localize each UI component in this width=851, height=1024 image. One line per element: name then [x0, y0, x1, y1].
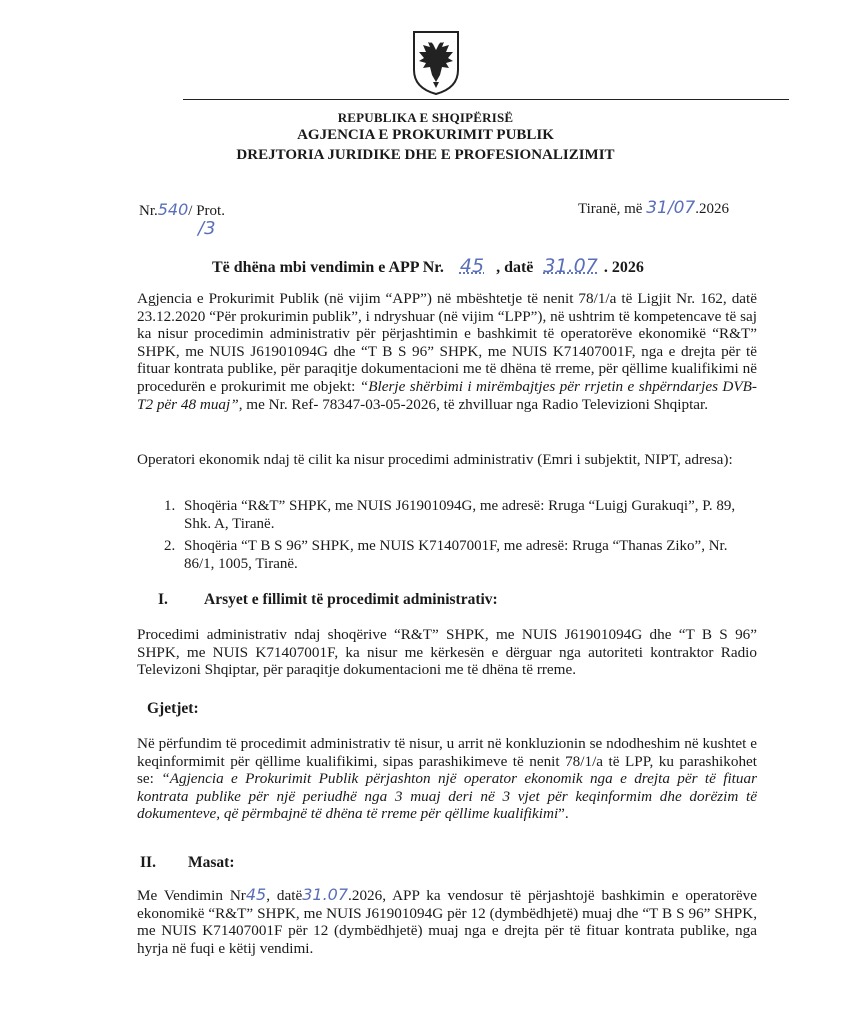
operator-intro: Operatori ekonomik ndaj të cilit ka nisur procedimi administrativ (Emri i subjektit, NIPT, adresa):	[137, 451, 733, 468]
findings-text-end: ”.	[558, 805, 569, 823]
protocol-suffix: / Prot.	[188, 203, 225, 219]
procurement-object: “Blerje shërbimi i mirëmbajtjes për rrjetin e shpërndarjes DVB-T2 për 48 muaj”	[137, 377, 757, 413]
findings-paragraph	[137, 735, 757, 823]
section-heading-reasons	[158, 591, 498, 609]
title-year: . 2026	[603, 259, 644, 276]
findings-text: Në përfundim të procedimit administrativ të nisur, u arrit në konkluzionin se ndodheshim në kushtet e keqinformimit për qëllime kualifikimi, sipas parashikimeve të nenit 78/1/a të LPP, ku parashikohet se:	[137, 735, 757, 788]
intro-text-end: , me Nr. Ref- 78347-03-05-2026, të zhvilluar nga Radio Televizioni Shqiptar.	[238, 395, 709, 413]
header-republic: REPUBLIKA E SHQIPËRISË	[337, 110, 514, 125]
legal-quote: “Agjencia e Prokurimit Publik përjashton një operator ekonomik nga e drejta për të fituar kontrata publike për një periudhë nga 3 muaj deri në 3 vjet për keqinformim dhe dorëzim të dokumenteve, që përmbajnë të dhëna të rreme për qëllime kualifikimi	[137, 770, 757, 823]
protocol-prefix: Nr.	[139, 203, 158, 219]
section-title: Arsyet e fillimit të procedimit administrativ:	[204, 591, 498, 608]
measures-text-end: .2026, APP ka vendosur të përjashtojë bashkimin e operatorëve ekonomikë “R&T” SHPK, me NUIS J61901094G për 12 (dymbëdhjetë) muaj dhe “T B S 96” SHPK, me NUIS K71407001F për 12 (dymbëdhjetë) muaj nga e drejta për të fituar kontrata publike, nga hyrja në fuqi e këtij vendimi.	[137, 887, 757, 957]
date-year: .2026	[695, 201, 729, 217]
list-number: 1.	[164, 498, 176, 514]
protocol-sub-handwritten: /3	[198, 218, 216, 239]
measures-paragraph	[137, 886, 757, 957]
title-number-handwritten: 45	[459, 255, 485, 277]
protocol-number	[139, 200, 225, 220]
title-mid: , datë	[496, 259, 534, 276]
list-text: Shoqëria “T B S 96” SHPK, me NUIS K71407001F, me adresë: Rruga “Thanas Ziko”, Nr. 86/1, 1005, Tiranë.	[184, 538, 728, 572]
section-heading-measures	[140, 854, 235, 872]
findings-heading: Gjetjet:	[147, 700, 199, 717]
list-number: 2.	[164, 538, 176, 554]
header-directorate: DREJTORIA JURIDIKE DHE E PROFESIONALIZIMIT	[236, 147, 615, 163]
intro-text: Agjencia e Prokurimit Publik (në vijim “APP”) në mbështetje të nenit 78/1/a të Ligjit Nr. 162, datë 23.12.2020 “Për prokurimin publik”, i ndryshuar (në vijim “LPP”), në ushtrim të kompetencave të saj ka nisur procedimin administrativ për përjashtimin e bashkimit të operatorëve ekonomikë “R&T” SHPK, me NUIS J61901094G dhe “T B S 96” SHPK, me NUIS K71407001F, nga e drejta për të fituar kontrata publike, për paraqitje dokumentacioni me të dhëna të rreme, për qëllime kualifikimi në procedurën e prokurimit me objekt:	[137, 290, 757, 395]
place-prefix: Tiranë, më	[578, 201, 647, 217]
double-headed-eagle-emblem-icon	[411, 30, 461, 96]
title-start: Të dhëna mbi vendimin e APP Nr.	[212, 259, 444, 276]
decision-number-handwritten: 45	[245, 885, 267, 904]
section-number: I.	[158, 591, 168, 608]
measures-text: Me Vendimin Nr	[137, 887, 246, 904]
header-agency: AGJENCIA E PROKURIMIT PUBLIK	[297, 127, 554, 143]
title-date-handwritten: 31.07	[543, 255, 598, 277]
procedure-paragraph: Procedimi administrativ ndaj shoqërive “R&T” SHPK, me NUIS J61901094G dhe “T B S 96” SHPK, me NUIS K71407001F, ka nisur me kërkesën e dërguar nga autoriteti kontraktor Radio Televizoni Shqiptar, për paraqitje dokumentacioni me të dhëna të rreme.	[137, 626, 757, 679]
header-rule	[183, 99, 789, 100]
place-date	[578, 198, 729, 218]
date-handwritten: 31/07	[646, 198, 696, 218]
section-title: Masat:	[188, 854, 235, 871]
decision-date-handwritten: 31.07	[302, 885, 349, 904]
measures-date-label: , datë	[266, 887, 303, 904]
intro-paragraph	[137, 290, 757, 413]
protocol-number-handwritten: 540	[157, 200, 189, 219]
section-number: II.	[140, 854, 156, 871]
document-title	[212, 255, 644, 277]
list-text: Shoqëria “R&T” SHPK, me NUIS J61901094G, me adresë: Rruga “Luigj Gurakuqi”, P. 89, Shk. A, Tiranë.	[184, 498, 736, 532]
